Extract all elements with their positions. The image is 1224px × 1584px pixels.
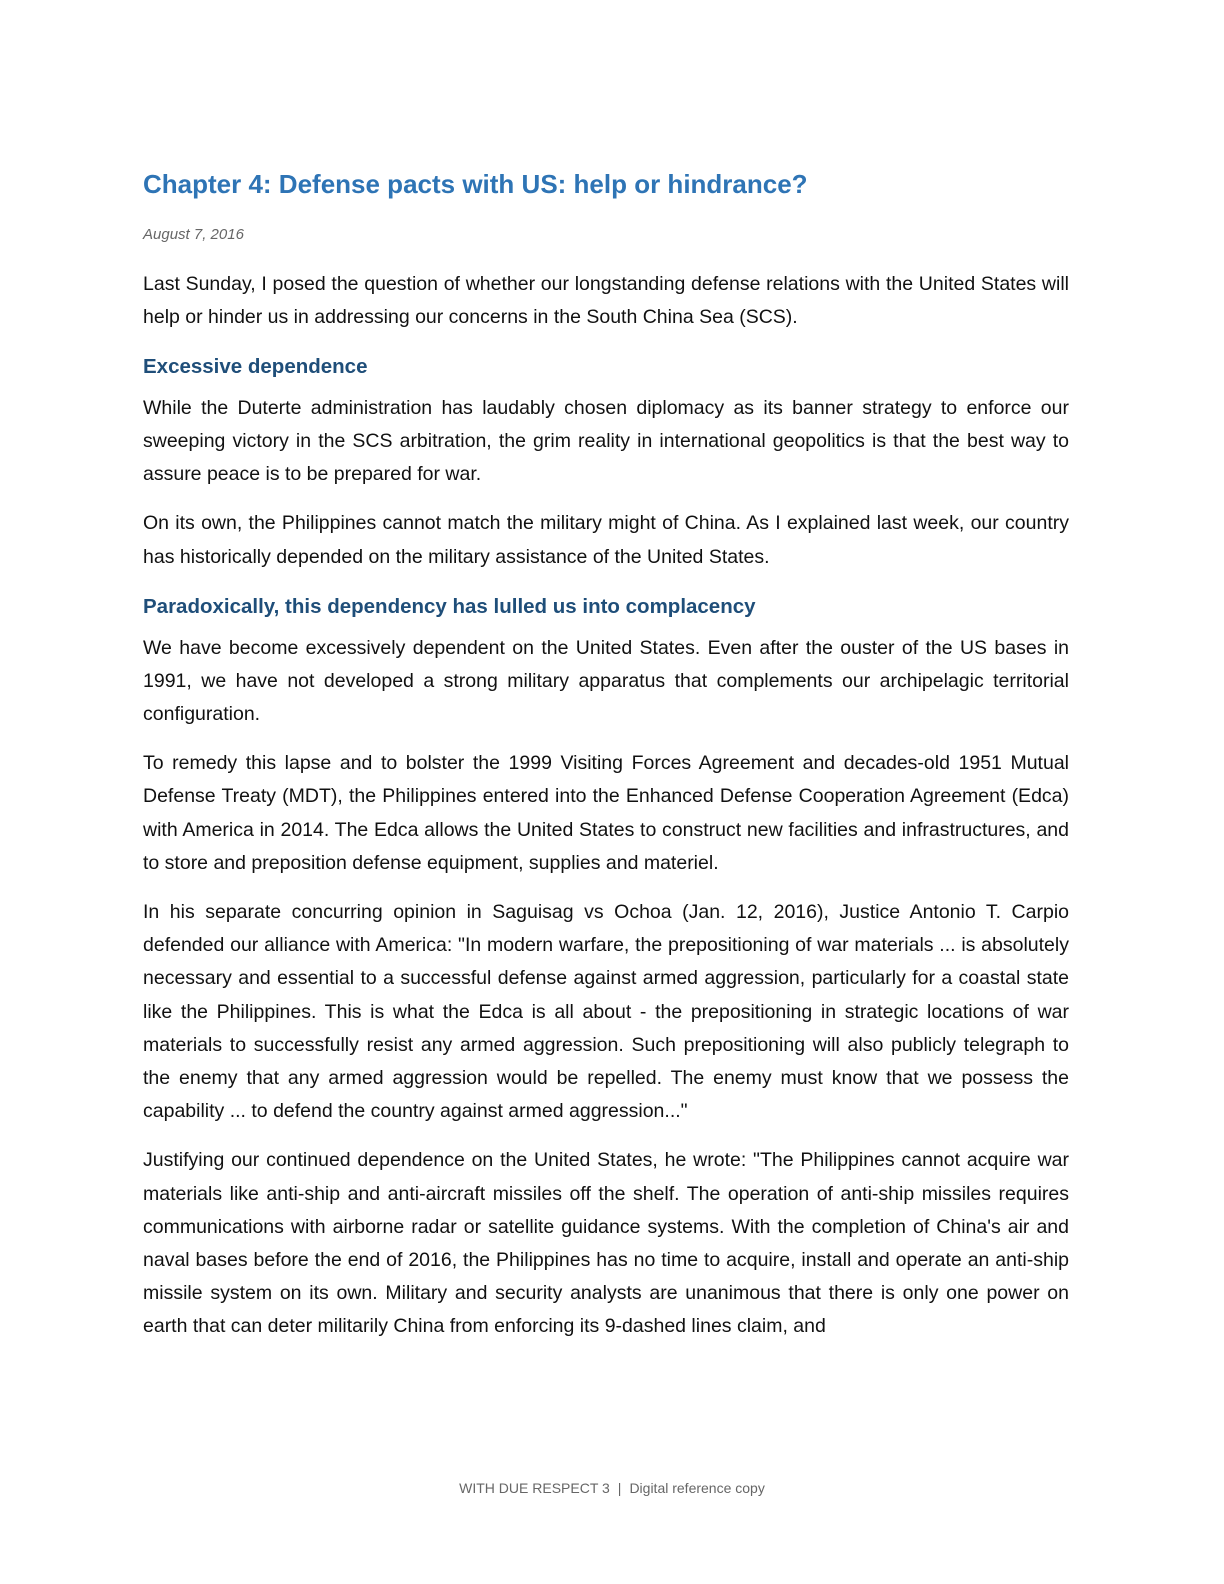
body-paragraph: Justifying our continued dependence on the United States, he wrote: "The Philippines cannot acquire war materials like anti-ship and anti-aircraft missiles off the shelf. The operation of anti-ship missiles requires communications with airborne radar or satellite guidance systems. With the completion of China's air and naval bases before the end of 2016, the Philippines has no time to acquire, install and operate an anti-ship missile system on its own. Military and security analysts are unanimous that there is only one power on earth that can deter militarily China from enforcing its 9-dashed lines claim, and [143,1149,1069,1338]
chapter-title: Chapter 4: Defense pacts with US: help or hindrance? [143,169,808,199]
body-paragraph: In his separate concurring opinion in Saguisag vs Ochoa (Jan. 12, 2016), Justice Antonio T. Carpio defended our alliance with America: "In modern warfare, the prepositioning of war materials ... is absolutely necessary and essential to a successful defense against armed aggression, particularly for a coastal state like the Philippines. This is what the Edca is all about - the prepositioning in strategic locations of war materials to successfully resist any armed aggression. Such prepositioning will also publicly telegraph to the enemy that any armed aggression would be repelled. The enemy must know that we possess the capability ... to defend the country against armed aggression..." [143,900,1069,1123]
document-page [143,168,1069,1344]
footer-book-title: WITH DUE RESPECT 3 [459,1480,610,1496]
body-paragraph: To remedy this lapse and to bolster the 1999 Visiting Forces Agreement and decades-old 1951 Mutual Defense Treaty (MDT), the Philippines entered into the Enhanced Defense Cooperation Agreement (Edca) with America in 2014. The Edca allows the United States to construct new facilities and infrastructures, and to store and preposition defense equipment, supplies and materiel. [143,752,1069,874]
publication-date: August 7, 2016 [143,225,244,243]
body-paragraph: While the Duterte administration has laudably chosen diplomacy as its banner strategy to enforce our sweeping victory in the SCS arbitration, the grim reality in international geopolitics is that the best way to assure peace is to be prepared for war. [143,396,1069,486]
body-paragraph: On its own, the Philippines cannot match the military might of China. As I explained last week, our country has historically depended on the military assistance of the United States. [143,512,1069,568]
footer-note: Digital reference copy [629,1480,765,1496]
body-paragraph: We have become excessively dependent on the United States. Even after the ouster of the US bases in 1991, we have not developed a strong military apparatus that complements our archipelagic territorial configuration. [143,636,1069,725]
section-heading-excessive-dependence: Excessive dependence [143,355,368,379]
section-heading-complacency: Paradoxically, this dependency has lulled us into complacency [143,594,756,618]
intro-paragraph: Last Sunday, I posed the question of whether our longstanding defense relations with the United States will help or hinder us in addressing our concerns in the South China Sea (SCS). [143,272,1069,328]
page-footer [0,1480,1224,1496]
footer-separator: | [617,1480,622,1496]
